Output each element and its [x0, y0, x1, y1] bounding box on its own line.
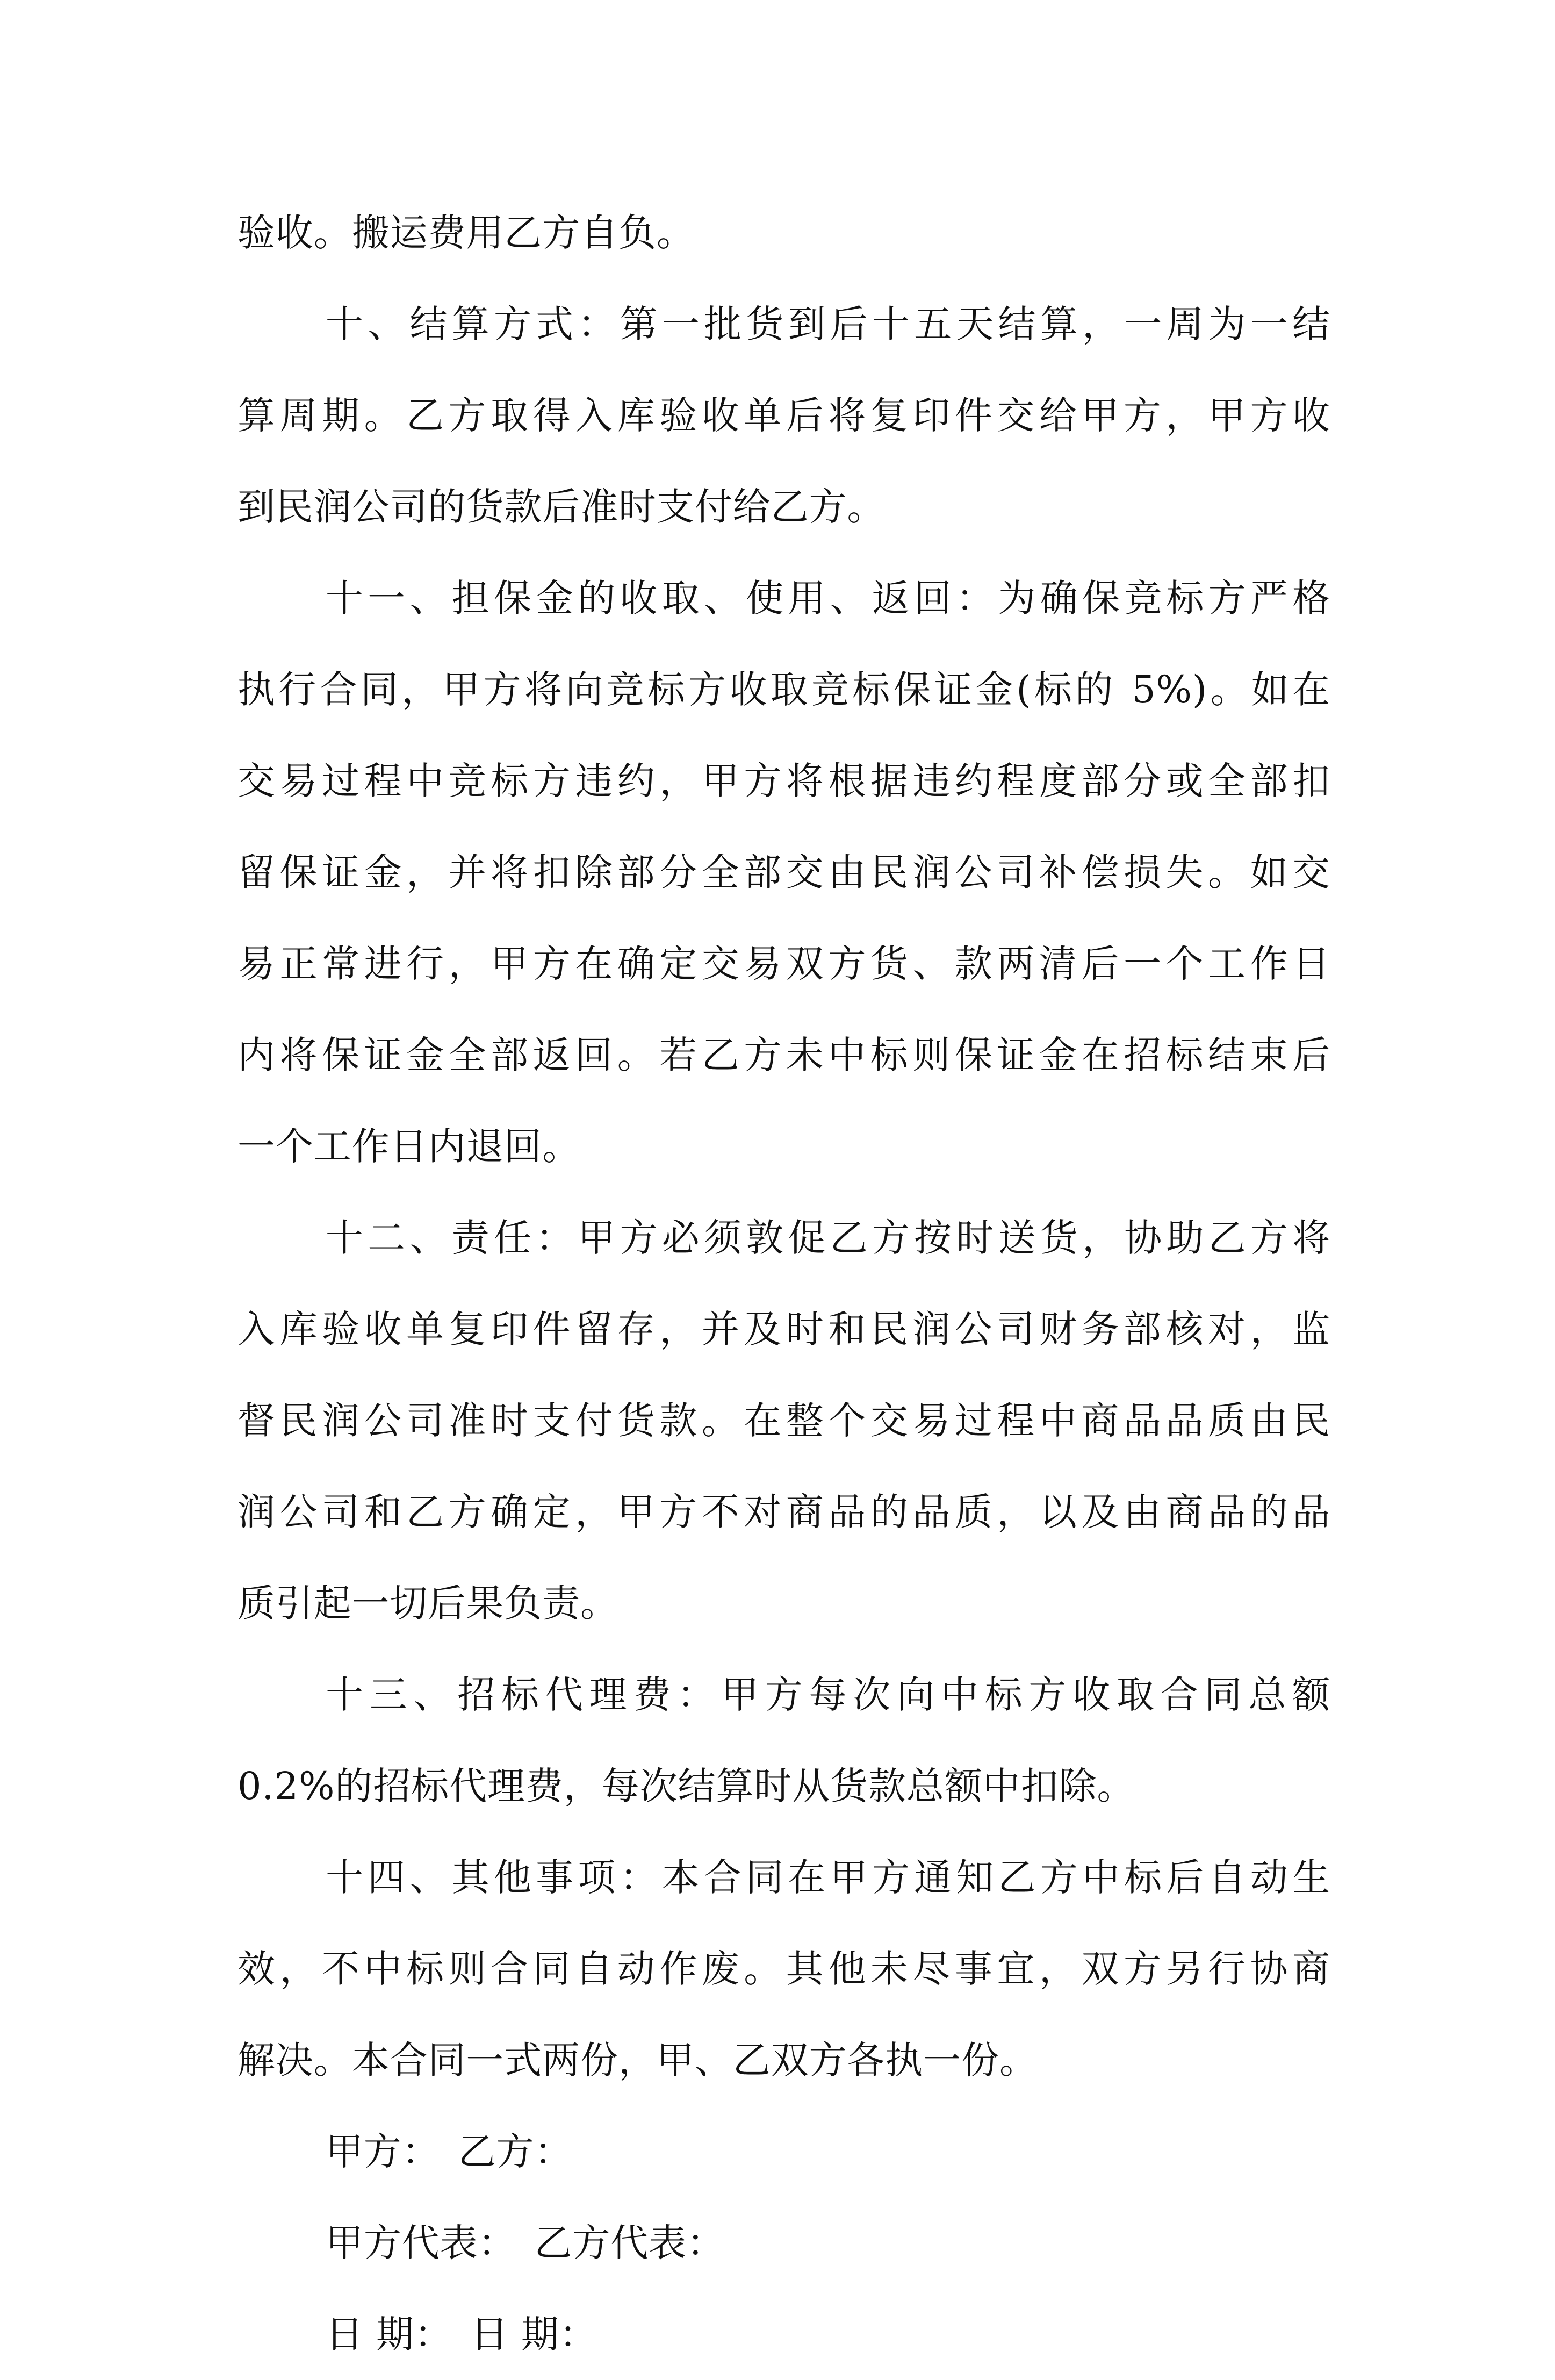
text-line: 一个工作日内退回。: [237, 1124, 581, 1169]
signature-representative-line: [237, 2197, 1330, 2289]
text-line: 算周期。乙方取得入库验收单后将复印件交给甲方，甲方收: [237, 393, 1330, 438]
text-line: 解决。本合同一式两份，甲、乙双方各执一份。: [237, 2038, 1038, 2082]
text-line: 入库验收单复印件留存，并及时和民润公司财务部核对，监: [237, 1307, 1330, 1351]
clause-12-heading-line: 十二、责任：甲方必须敦促乙方按时送货，协助乙方将: [326, 1216, 1330, 1260]
text-line: 润公司和乙方确定，甲方不对商品的品质，以及由商品的品: [237, 1490, 1330, 1534]
clause-14-heading-line: 十四、其他事项：本合同在甲方通知乙方中标后自动生: [326, 1855, 1330, 1899]
signature-date-line: [237, 2289, 1330, 2380]
text-line: 效，不中标则合同自动作废。其他未尽事宜，双方另行协商: [237, 1947, 1330, 1991]
text-line: 到民润公司的货款后准时支付给乙方。: [237, 485, 886, 529]
party-b-label: 乙方：: [458, 2130, 573, 2174]
rep-b-label: 乙方代表：: [534, 2221, 725, 2265]
date-a-label: 日 期：: [326, 2312, 452, 2356]
text-line: 质引起一切后果负责。: [237, 1581, 618, 1625]
text-line: 督民润公司准时支付货款。在整个交易过程中商品品质由民: [237, 1399, 1330, 1443]
text-line: 内将保证金全部返回。若乙方未中标则保证金在招标结束后: [237, 1033, 1330, 1077]
clause-11-heading-line: 十一、担保金的收取、使用、返回：为确保竞标方严格: [326, 576, 1330, 620]
text-line: 交易过程中竞标方违约，甲方将根据违约程度部分或全部扣: [237, 759, 1330, 803]
rep-a-label: 甲方代表：: [326, 2221, 516, 2265]
clause-13-heading-line: 十三、招标代理费：甲方每次向中标方收取合同总额: [326, 1673, 1330, 1717]
clause-10-heading-line: 十、结算方式：第一批货到后十五天结算，一周为一结: [326, 302, 1330, 346]
signature-party-line: [237, 2106, 1330, 2197]
party-a-label: 甲方：: [326, 2130, 440, 2174]
text-line: 执行合同，甲方将向竞标方收取竞标保证金(标的 5%)。如在: [237, 668, 1330, 712]
text-line: 留保证金，并将扣除部分全部交由民润公司补偿损失。如交: [237, 850, 1330, 894]
date-b-label: 日 期：: [470, 2312, 597, 2356]
contract-body: [237, 187, 1330, 2380]
text-line: 0.2%的招标代理费，每次结算时从货款总额中扣除。: [237, 1764, 1135, 1808]
text-line: 易正常进行，甲方在确定交易双方货、款两清后一个工作日: [237, 942, 1330, 986]
text-line: 验收。搬运费用乙方自负。: [237, 211, 695, 255]
